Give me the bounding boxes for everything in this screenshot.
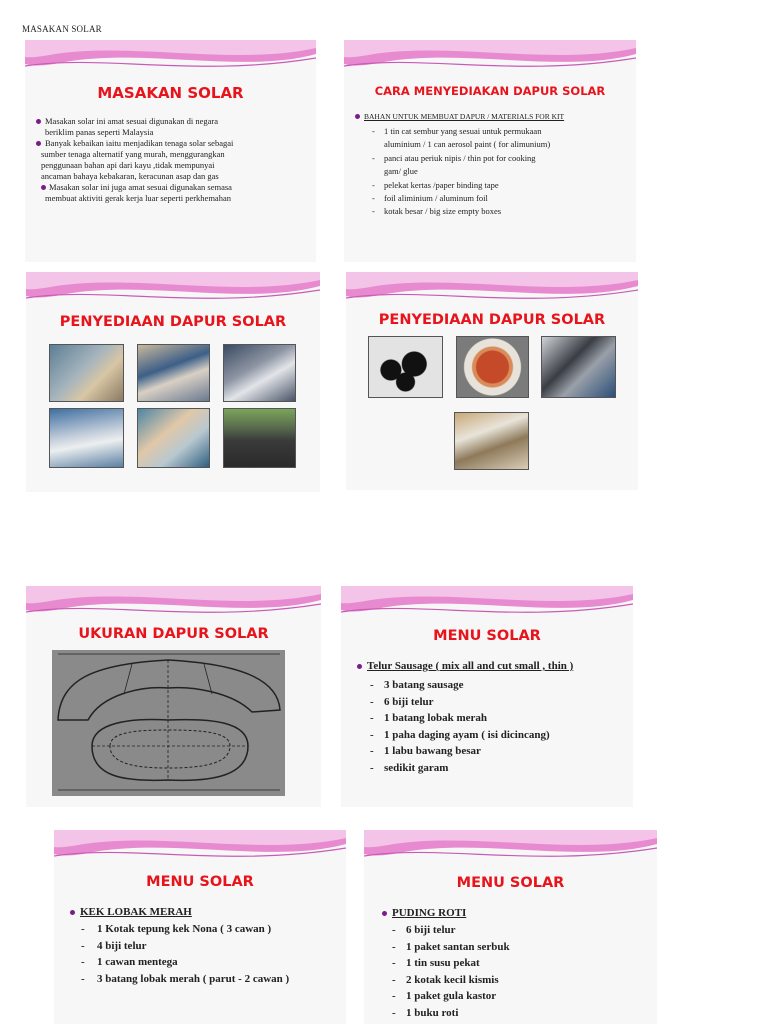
list-item: - 1 tin cat sembur yang sesuai untuk permukaan xyxy=(372,126,542,136)
materials-list xyxy=(372,125,628,219)
recipe-heading: PUDING ROTI xyxy=(382,907,466,919)
list-item: - 6 biji telur xyxy=(392,924,456,936)
slide-title: PENYEDIAAN DAPUR SOLAR xyxy=(378,312,606,328)
list-item: - 1 paket santan serbuk xyxy=(392,940,510,953)
photo-outdoor-test xyxy=(223,408,296,468)
list-item: - foil aliminium / aluminum foil xyxy=(372,193,488,204)
bullet-icon xyxy=(355,114,360,119)
list-item: beriklim panas seperti Malaysia xyxy=(45,127,154,137)
slide-title: CARA MENYEDIAKAN DAPUR SOLAR xyxy=(374,84,606,98)
materials-heading: BAHAN UNTUK MEMBUAT DAPUR / MATERIALS FOR KIT xyxy=(354,112,564,121)
list-item: - panci atau periuk nipis / thin pot for cooking xyxy=(372,152,536,163)
list-item: - 1 labu bawang besar xyxy=(370,745,481,758)
bullet-icon xyxy=(36,119,41,124)
recipe-heading: Telur Sausage ( mix all and cut small , thin ) xyxy=(357,660,573,672)
recipe-heading: KEK LOBAK MERAH xyxy=(70,906,192,918)
ingredient-list xyxy=(392,922,654,1022)
pink-wave-banner xyxy=(346,272,638,312)
list-item: - 1 Kotak tepung kek Nona ( 3 cawan ) xyxy=(81,923,272,935)
list-item: - 1 batang lobak merah xyxy=(370,712,487,725)
list-item: - 2 kotak kecil kismis xyxy=(392,973,499,986)
photo-students-cutting xyxy=(137,344,210,402)
slide-penyediaan-photos-1 xyxy=(26,272,320,492)
list-item: sumber tenaga alternatif yang murah, menggurangkan xyxy=(41,149,225,159)
slide-title: MENU SOLAR xyxy=(456,875,565,891)
list-item: - 4 biji telur xyxy=(81,939,147,952)
bullet-icon xyxy=(357,664,362,669)
pink-wave-banner xyxy=(364,830,657,870)
list-item: Banyak kebaikan iaitu menjadikan tenaga solar sebagai xyxy=(35,138,311,149)
list-item: - pelekat kertas /paper binding tape xyxy=(372,179,499,190)
list-item: Masakan solar ini amat sesuai digunakan di negara xyxy=(35,116,311,127)
pink-wave-banner xyxy=(344,40,636,80)
slide-title: MASAKAN SOLAR xyxy=(97,84,244,102)
list-item: aluminium / 1 can aerosol paint ( for alimunium) xyxy=(384,139,551,150)
photo-black-pots xyxy=(368,336,443,398)
document-header: MASAKAN SOLAR xyxy=(22,24,102,34)
list-item: - 6 biji telur xyxy=(370,695,434,708)
list-item: penggunaan bahan api dari kayu ,tidak mempunyai xyxy=(41,160,215,170)
slide-menu-kek-lobak xyxy=(54,830,346,1024)
photo-cooked-dish xyxy=(456,336,529,398)
photo-wrapping-foil xyxy=(223,344,296,402)
slide-title: MENU SOLAR xyxy=(146,874,254,890)
slide-ukuran-dapur xyxy=(26,586,321,807)
bullet-icon xyxy=(36,141,41,146)
list-item: - 1 cawan mentega xyxy=(81,956,178,969)
slide-title: PENYEDIAAN DAPUR SOLAR xyxy=(59,314,287,330)
slide-penyediaan-photos-2 xyxy=(346,272,638,490)
list-item: - 1 buku roti xyxy=(392,1006,459,1019)
ingredient-list xyxy=(81,921,343,987)
list-item: gam/ glue xyxy=(384,166,418,177)
list-item: - sedikit garam xyxy=(370,761,449,774)
slide-masakan-solar xyxy=(25,40,316,262)
photo-box-cooker xyxy=(454,412,529,470)
slide-title: MENU SOLAR xyxy=(433,628,541,644)
pink-wave-banner xyxy=(341,586,633,626)
pink-wave-banner xyxy=(26,272,320,312)
pink-wave-banner xyxy=(25,40,316,80)
slide-cara-menyediakan xyxy=(344,40,636,262)
slide-title: UKURAN DAPUR SOLAR xyxy=(78,626,269,642)
pink-wave-banner xyxy=(26,586,321,626)
slide-menu-puding-roti xyxy=(364,830,657,1024)
ingredient-list xyxy=(370,677,630,777)
bullet-icon xyxy=(382,911,387,916)
list-item: Masakan solar ini juga amat sesuai digunakan semasa xyxy=(35,182,311,193)
list-item: - 1 tin susu pekat xyxy=(392,957,480,970)
photo-pot-in-cooker xyxy=(541,336,616,398)
list-item: - 1 paket gula kastor xyxy=(392,990,497,1003)
list-item: membuat aktiviti gerak kerja luar seperti perkhemahan xyxy=(45,193,231,203)
cooker-template-diagram xyxy=(52,650,285,796)
list-item: ancaman bahaya kebakaran, keracunan asap dan gas xyxy=(41,171,219,181)
list-item: - 3 batang lobak merah ( parut - 2 cawan ) xyxy=(81,972,290,985)
photo-students-group xyxy=(49,408,124,468)
list-item: - kotak besar / big size empty boxes xyxy=(372,206,502,217)
list-item: - 1 paha daging ayam ( isi dicincang) xyxy=(370,728,550,741)
bullet-icon xyxy=(41,185,46,190)
bullet-icon xyxy=(70,910,75,915)
list-item: - 3 batang sausage xyxy=(370,679,464,691)
photo-cardboard-foil xyxy=(49,344,124,402)
pink-wave-banner xyxy=(54,830,346,870)
photo-assembling-kit xyxy=(137,408,210,468)
slide-menu-telur-sausage xyxy=(341,586,633,807)
bullet-list xyxy=(35,116,311,204)
